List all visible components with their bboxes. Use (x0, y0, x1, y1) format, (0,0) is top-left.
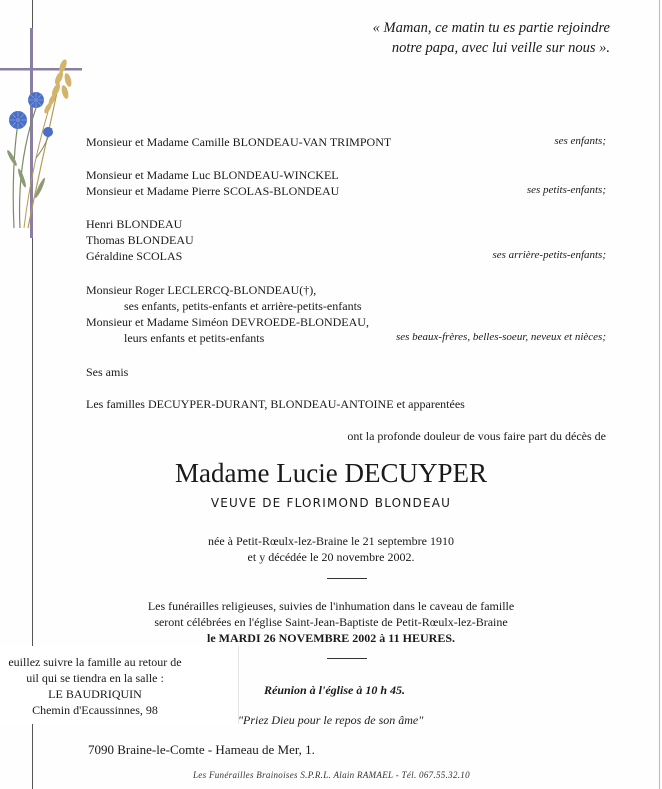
death-line: et y décédée le 20 novembre 2002. (247, 550, 415, 564)
family-line: Monsieur et Madame Luc BLONDEAU-WINCKEL (86, 168, 339, 182)
relation-label: ses beaux-frères, belles-soeur, neveux et nièces; (395, 331, 606, 343)
relation-label: ses arrière-petits-enfants; (492, 249, 606, 261)
epigraph-line-1: « Maman, ce matin tu es partie rejoindre (372, 20, 610, 36)
funeral-date: le MARDI 26 NOVEMBRE 2002 à 11 HEURES. (206, 631, 455, 645)
funeral-line-1: Les funérailles religieuses, suivies de l'inhumation dans le caveau de famille (147, 599, 515, 613)
family-group-grandchildren (86, 167, 339, 199)
family-group-children (86, 134, 391, 150)
right-border-line (659, 0, 660, 789)
cross-flowers-icon (0, 28, 82, 238)
note-line: uil qui se tiendra en la salle : (26, 671, 164, 685)
family-group-great-grandchildren (86, 216, 194, 264)
family-line: leurs enfants et petits-enfants (124, 331, 265, 345)
prayer-line: "Priez Dieu pour le repos de son âme" (238, 713, 424, 727)
reception-note (0, 654, 202, 718)
address-line: 7090 Braine-le-Comte - Hameau de Mer, 1. (88, 742, 315, 757)
epigraph-line-2: notre papa, avec lui veille sur nous ». (391, 40, 610, 56)
separator-dash (327, 658, 367, 659)
announcement-line: ont la profonde douleur de vous faire part du décès de (347, 429, 606, 443)
widow-line: VEUVE DE FLORIMOND BLONDEAU (210, 496, 452, 510)
note-line: euillez suivre la famille au retour de (8, 655, 182, 669)
family-group-in-laws (86, 282, 369, 346)
relation-label: ses enfants; (554, 135, 606, 147)
meeting-line: Réunion à l'église à 10 h 45. (264, 683, 406, 697)
relation-label: ses petits-enfants; (526, 184, 606, 196)
birth-line: née à Petit-Rœulx-lez-Braine le 21 septembre 1910 (208, 534, 454, 548)
deceased-name: Madame Lucie DECUYPER (175, 458, 487, 488)
family-line: Monsieur et Madame Pierre SCOLAS-BLONDEAU (86, 184, 340, 198)
funeral-home-footer: Les Funérailles Brainoises S.P.R.L. Alain RAMAEL - Tél. 067.55.32.10 (193, 770, 470, 780)
epigraph (373, 18, 610, 58)
note-line: LE BAUDRIQUIN (48, 687, 142, 701)
family-line: Thomas BLONDEAU (86, 233, 194, 247)
family-line: Géraldine SCOLAS (86, 249, 183, 263)
family-line: Henri BLONDEAU (86, 217, 183, 231)
friends-line: Ses amis (86, 365, 129, 379)
family-line: Monsieur et Madame Siméon DEVROEDE-BLONDEAU, (86, 315, 369, 329)
family-line: Monsieur et Madame Camille BLONDEAU-VAN TRIMPONT (86, 135, 392, 149)
funeral-line-2: seront célébrées en l'église Saint-Jean-Baptiste de Petit-Rœulx-lez-Braine (154, 615, 508, 629)
separator-dash (327, 578, 367, 579)
family-line: Monsieur Roger LECLERCQ-BLONDEAU(†), (86, 283, 317, 297)
note-line: Chemin d'Ecaussinnes, 98 (32, 703, 158, 717)
family-line: ses enfants, petits-enfants et arrière-petits-enfants (124, 299, 362, 313)
families-line: Les familles DECUYPER-DURANT, BLONDEAU-ANTOINE et apparentées (86, 397, 465, 411)
